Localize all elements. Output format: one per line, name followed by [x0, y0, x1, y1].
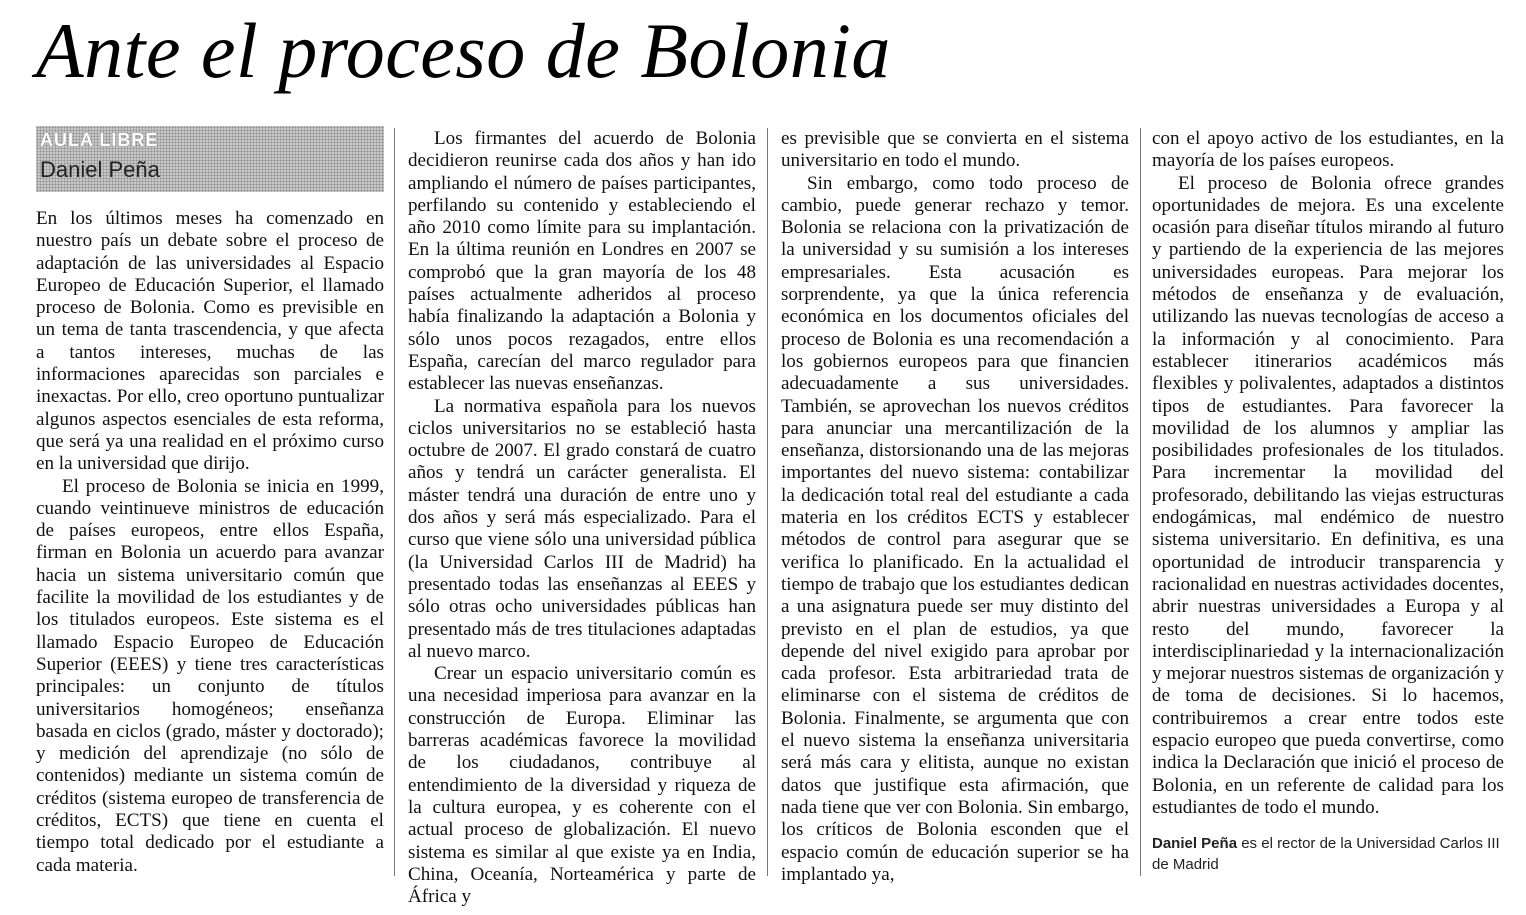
column-divider: [1140, 128, 1141, 876]
article-paragraph: La normativa española para los nuevos ciclos universitarios no se estableció hasta octubre de 2007. El grado constará de cuatro años y tendrá un carácter generalista. El máster tendrá una duración de entre uno y dos años y será más especializado. Para el curso que viene sólo una universidad pública (la Universidad Carlos III de Madrid) ha presentado todas las enseñanzas al EEES y sólo otras ocho universidades públicas han presentado más de tres titulaciones adaptadas al nuevo marco.: [408, 395, 756, 662]
section-label: AULA LIBRE: [40, 130, 159, 150]
article-paragraph: con el apoyo activo de los estudiantes, en la mayoría de los países europeos.: [1152, 128, 1504, 172]
byline-box: [36, 126, 384, 192]
byline-author: Daniel Peña: [40, 157, 160, 182]
article-paragraph: El proceso de Bolonia se inicia en 1999, cuando veintinueve ministros de educación de países europeos, entre ellos España, firman en Bolonia un acuerdo para avanzar hacia un sistema universitario común que facilite la movilidad de los estudiantes y de los titulados europeos. Este sistema es el llamado Espacio Europeo de Educación Superior (EEES) y tiene tres características principales: un conjunto de títulos universitarios homogéneos; enseñanza basada en ciclos (grado, máster y doctorado); y medición del aprendizaje (no sólo de contenidos) mediante un sistema común de créditos (sistema europeo de transferencia de créditos, ECTS) que tiene en cuenta el tiempo total dedicado por el estudiante a cada materia.: [36, 475, 384, 876]
column-divider: [394, 128, 395, 876]
footnote-text: es el rector de la Universidad Carlos III de Madrid: [1152, 835, 1500, 874]
article-paragraph: El proceso de Bolonia ofrece grandes oportunidades de mejora. Es una excelente ocasión para diseñar títulos mirando al futuro y partiendo de la experiencia de las mejores universidades europeas. Para mejorar los métodos de enseñanza y de evaluación, utilizando las nuevas tecnologías de acceso a la información y al conocimiento. Para establecer itinerarios académicos más flexibles y polivalentes, adaptados a distintos tipos de estudiantes. Para favorecer la movilidad de los alumnos y ampliar las posibilidades profesionales de los titulados. Para incrementar la movilidad del profesorado, debilitando las viejas estructuras endogámicas, mal endémico de nuestro sistema universitario. En definitiva, es una oportunidad de introducir transparencia y racionalidad en nuestras actividades docentes, abrir nuestras universidades a Europa y al resto del mundo, favorecer la interdisciplinariedad y la internacionalización y mejorar nuestros sistemas de organización y de toma de decisiones. Si lo hacemos, contribuiremos a crear entre todos este espacio europeo que pueda convertirse, como indica la Declaración que inició el proceso de Bolonia, en un referente de calidad para los estudiantes de todo el mundo.: [1152, 172, 1504, 818]
article-column-3: [781, 128, 1129, 886]
article-paragraph: Los firmantes del acuerdo de Bolonia decidieron reunirse cada dos años y han ido ampliando el número de países participantes, perfilando su contenido y estableciendo el año 2010 como límite para su implantación. En la última reunión en Londres en 2007 se comprobó que la gran mayoría de los 48 países actualmente adheridos al proceso había finalizando la adaptación a Bolonia y sólo unos pocos rezagados, entre ellos España, carecían del marco regulador para establecer las nuevas enseñanzas.: [408, 128, 756, 395]
article-paragraph: Sin embargo, como todo proceso de cambio, puede generar rechazo y temor. Bolonia se relaciona con la privatización de la universidad y su sumisión a los intereses empresariales. Esta acusación es sorprendente, ya que la única referencia económica en los documentos oficiales del proceso de Bolonia es una recomendación a los gobiernos europeos para que financien adecuadamente a sus universidades. También, se aprovechan los nuevos créditos para anunciar una mercantilización de la enseñanza, distorsionando una de las mejoras importantes del nuevo sistema: contabilizar la dedicación total real del estudiante a cada materia en los créditos ECTS y establecer métodos de control para asegurar que se verifica lo planificado. En la actualidad el tiempo de trabajo que los estudiantes dedican a una asignatura puede ser muy distinto del previsto en el plan de estudios, ya que depende del nivel exigido para aprobar por cada profesor. Esta arbitrariedad trata de eliminarse con el sistema de créditos de Bolonia. Finalmente, se argumenta que con el nuevo sistema la enseñanza universitaria será más cara y elitista, aunque no existan datos que justifique esta afirmación, que nada tiene que ver con Bolonia. Sin embargo, los críticos de Bolonia esconden que el espacio común de educación superior se ha implantado ya,: [781, 172, 1130, 885]
article-column-4: [1152, 128, 1504, 875]
article-column-1: [36, 126, 384, 877]
article-column-2: [408, 128, 756, 908]
article-headline: Ante el proceso de Bolonia: [36, 7, 891, 94]
column-divider: [767, 128, 768, 876]
article-paragraph: Crear un espacio universitario común es una necesidad imperiosa para avanzar en la construcción de Europa. Eliminar las barreras académicas favorece la movilidad de los ciudadanos, contribuye al entendimiento de la diversidad y riqueza de la cultura europea, y es coherente con el actual proceso de globalización. El nuevo sistema es similar al que existe ya en India, China, Oceanía, Norteamérica y parte de África y: [408, 663, 756, 908]
author-footnote: [1152, 833, 1504, 875]
article-paragraph: es previsible que se convierta en el sistema universitario en todo el mundo.: [781, 128, 1129, 172]
footnote-author-name: Daniel Peña: [1152, 835, 1238, 853]
article-paragraph: En los últimos meses ha comenzado en nuestro país un debate sobre el proceso de adaptación de las universidades al Espacio Europeo de Educación Superior, el llamado proceso de Bolonia. Como es previsible en un tema de tanta trascendencia, y que afecta a tantos intereses, muchas de las informaciones aparecidas son parciales e inexactas. Por ello, creo oportuno puntualizar algunos aspectos esenciales de esta reforma, que será ya una realidad en el próximo curso en la universidad que dirijo.: [36, 208, 384, 475]
